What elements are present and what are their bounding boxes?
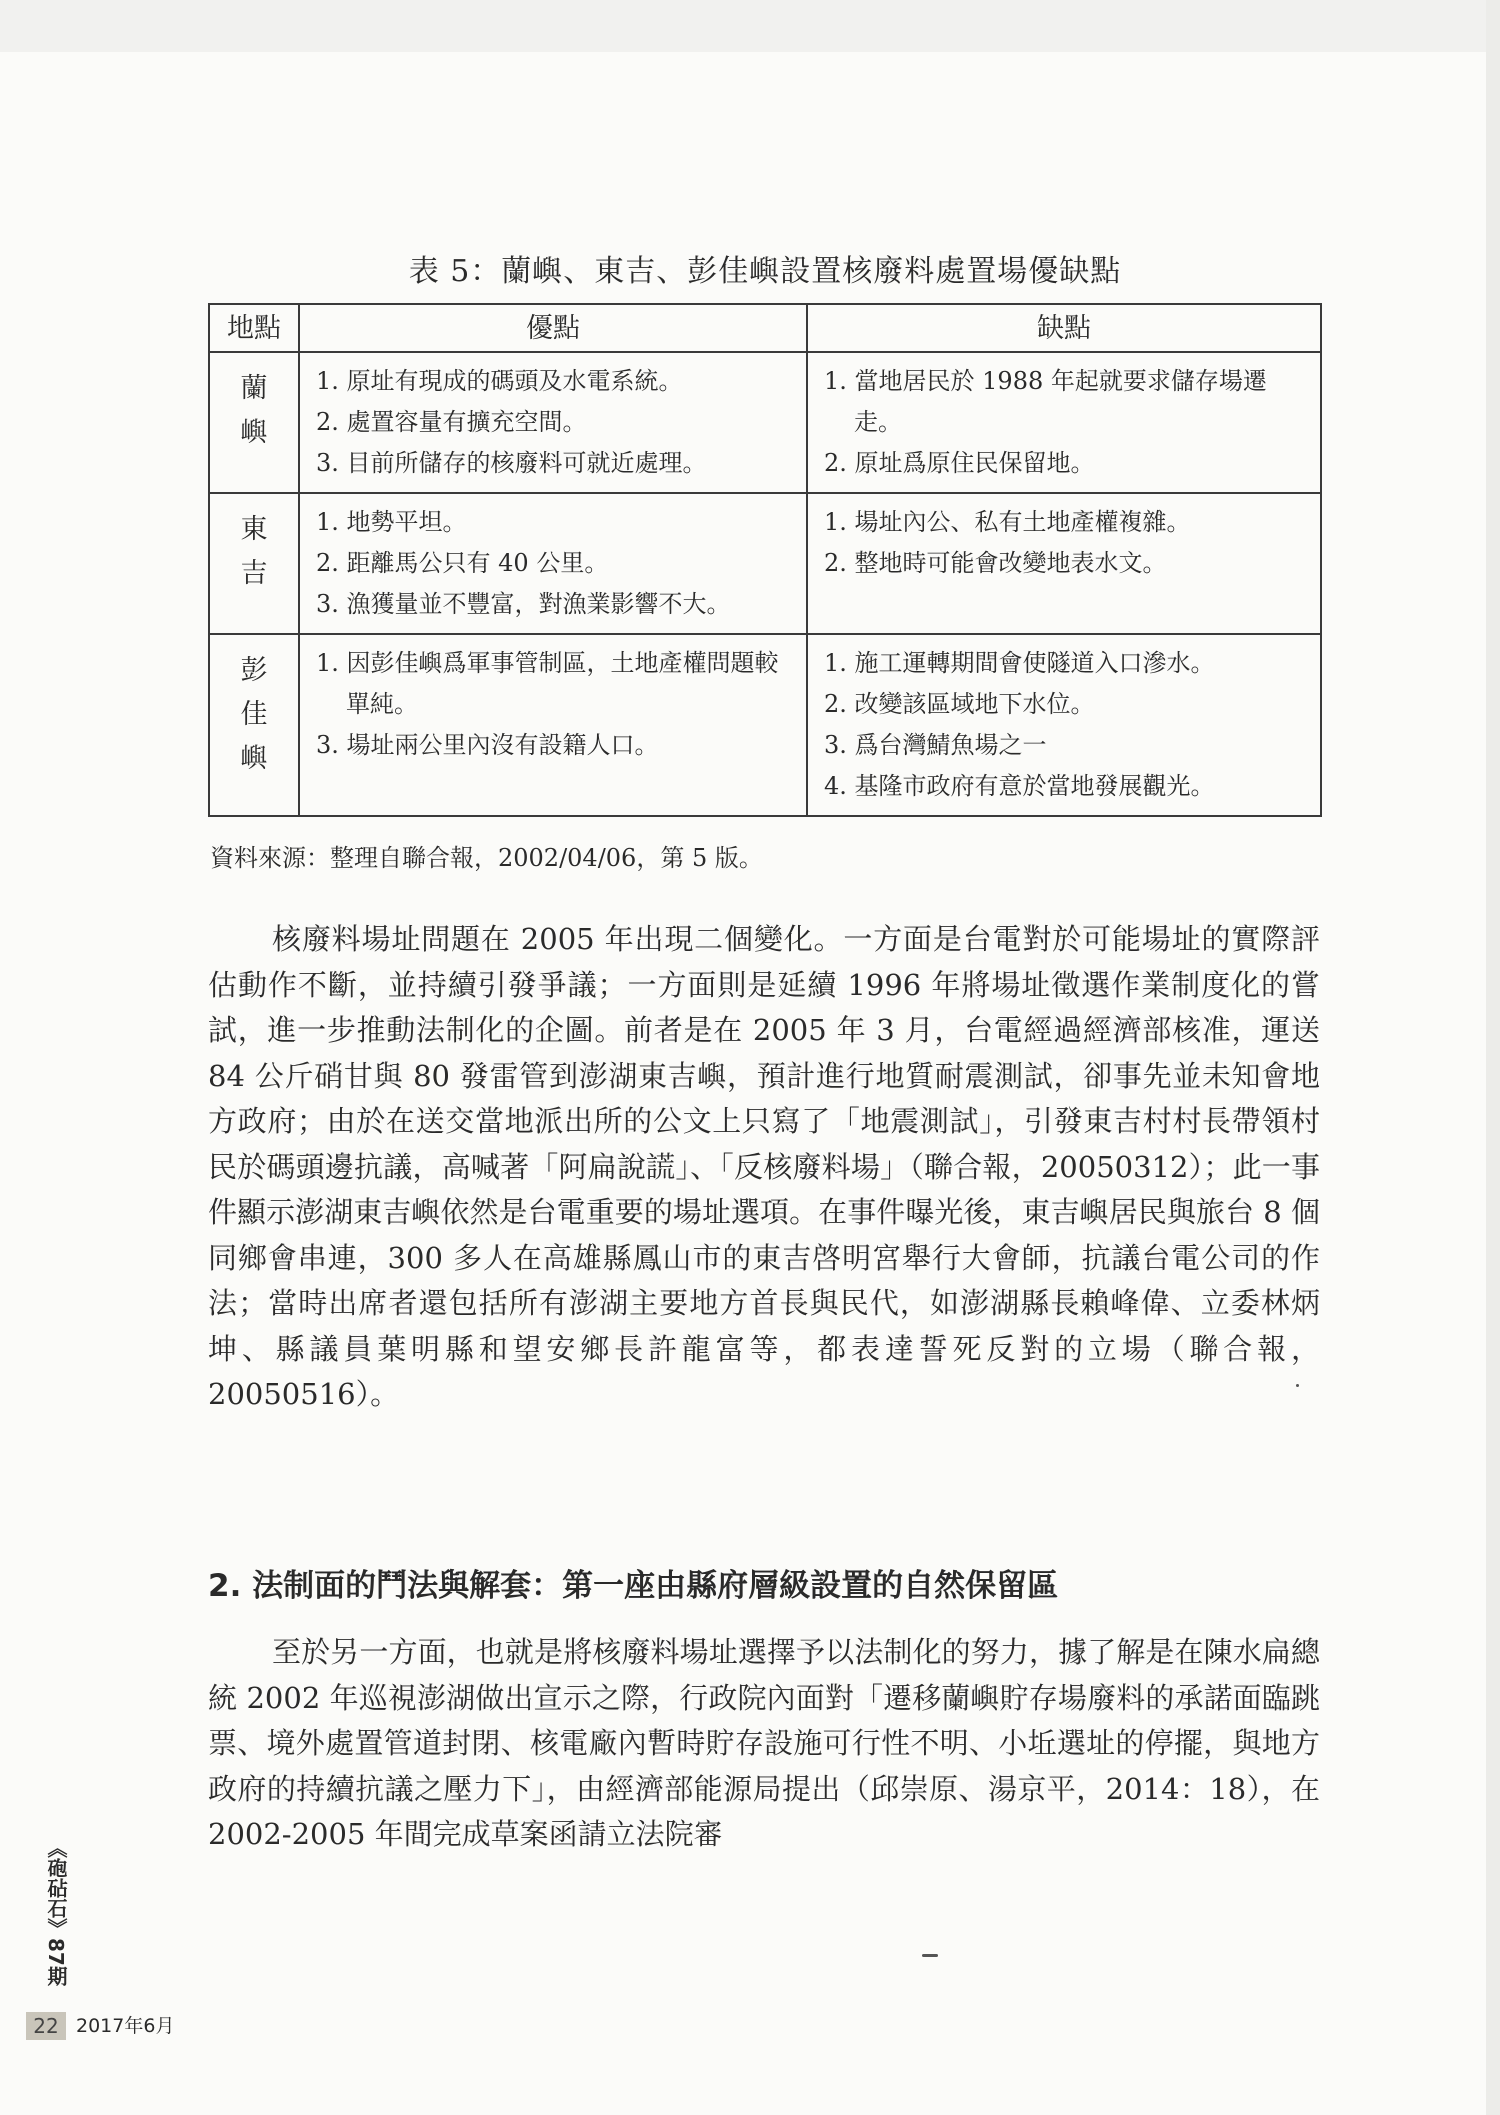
page-number: 22 — [26, 2012, 66, 2040]
list-item: 3. 漁獲量並不豐富，對漁業影響不大。 — [316, 590, 731, 618]
location-cell — [209, 634, 299, 816]
location-char: 蘭 — [240, 373, 268, 404]
list-item: 1. 當地居民於 1988 年起就要求儲存場遷走。 — [824, 367, 1267, 436]
advantages-cell — [299, 493, 807, 634]
table-source-note: 資料來源：整理自聯合報，2002/04/06，第 5 版。 — [210, 844, 763, 872]
page-edge — [1486, 0, 1500, 2115]
list-item: 1. 因彭佳嶼爲軍事管制區，土地產權問題較單純。 — [316, 649, 779, 718]
scan-top-band — [0, 0, 1500, 52]
disadvantages-cell — [807, 634, 1321, 816]
disadvantages-cell — [807, 352, 1321, 493]
issue-date: 2017年6月 — [76, 2015, 175, 2037]
location-char: 吉 — [240, 558, 268, 589]
location-char: 東 — [240, 514, 268, 545]
advantages-cell — [299, 634, 807, 816]
header-location: 地點 — [209, 304, 299, 352]
location-char: 彭 — [240, 655, 268, 686]
location-cell — [209, 493, 299, 634]
list-item: 2. 原址爲原住民保留地。 — [824, 449, 1095, 477]
section-heading: 2. 法制面的鬥法與解套：第一座由縣府層級設置的自然保留區 — [208, 1568, 1059, 1604]
list-item: 1. 地勢平坦。 — [316, 508, 467, 536]
body-paragraph: 核廢料場址問題在 2005 年出現二個變化。一方面是台電對於可能場址的實際評估動作不斷，並持續引發爭議；一方面則是延續 1996 年將場址徵選作業制度化的嘗試，進一步推動法制化的企圖。前者是在 2005 年 3 月，台電經過經濟部核准，運送 84 公斤硝甘與 80 發雷管到澎湖東吉嶼，預計進行地質耐震測試，卻事先並未知會地方政府；由於在送交當地派出所的公文上只寫了「地震測試」，引發東吉村村長帶領村民於碼頭邊抗議，高喊著「阿扁說謊」、「反核廢料場」（聯合報，20050312）；此一事件顯示澎湖東吉嶼依然是台電重要的場址選項。在事件曝光後，東吉嶼居民與旅台 8 個同鄉會串連，300 多人在高雄縣鳳山市的東吉啓明宮舉行大會師，抗議台電公司的作法；當時出席者還包括所有澎湖主要地方首長與民代，如澎湖縣長賴峰偉、立委林炳坤、縣議員葉明縣和望安鄉長許龍富等，都表達誓死反對的立場（聯合報，20050516）。 — [208, 922, 1320, 1411]
table-row — [209, 352, 1321, 493]
table-caption: 表 5：蘭嶼、東吉、彭佳嶼設置核廢料處置場優缺點 — [408, 254, 1122, 289]
list-item: 4. 基隆市政府有意於當地發展觀光。 — [824, 772, 1215, 800]
list-item: 2. 處置容量有擴充空間。 — [316, 408, 587, 436]
location-char: 嶼 — [240, 743, 268, 774]
disadvantages-cell — [807, 493, 1321, 634]
advantages-cell — [299, 352, 807, 493]
list-item: 3. 爲台灣鯖魚場之一 — [824, 731, 1047, 759]
table-header-row — [209, 304, 1321, 352]
journal-title: 《砲砧石》87期 — [44, 1838, 68, 1986]
list-item: 1. 場址內公、私有土地產權複雜。 — [824, 508, 1191, 536]
list-item: 3. 目前所儲存的核廢料可就近處理。 — [316, 449, 707, 477]
location-cell — [209, 352, 299, 493]
scan-speck — [1296, 1384, 1299, 1387]
scan-speck — [922, 1954, 938, 1957]
comparison-table — [208, 303, 1322, 817]
table-row — [209, 493, 1321, 634]
list-item: 3. 場址兩公里內沒有設籍人口。 — [316, 731, 659, 759]
list-item: 1. 原址有現成的碼頭及水電系統。 — [316, 367, 683, 395]
location-char: 佳 — [240, 699, 268, 730]
list-item: 2. 改變該區域地下水位。 — [824, 690, 1095, 718]
list-item: 1. 施工運轉期間會使隧道入口滲水。 — [824, 649, 1215, 677]
list-item: 2. 距離馬公只有 40 公里。 — [316, 549, 609, 577]
header-disadvantages: 缺點 — [807, 304, 1321, 352]
location-char: 嶼 — [240, 417, 268, 448]
list-item: 2. 整地時可能會改變地表水文。 — [824, 549, 1167, 577]
header-advantages: 優點 — [299, 304, 807, 352]
body-paragraph: 至於另一方面，也就是將核廢料場址選擇予以法制化的努力，據了解是在陳水扁總統 2002 年巡視澎湖做出宣示之際，行政院內面對「遷移蘭嶼貯存場廢料的承諾面臨跳票、境外處置管道封閉、核電廠內暫時貯存設施可行性不明、小坵選址的停擺，與地方政府的持續抗議之壓力下」，由經濟部能源局提出（邱崇原、湯京平，2014：18），在 2002-2005 年間完成草案函請立法院審 — [208, 1635, 1320, 1851]
table-row — [209, 634, 1321, 816]
